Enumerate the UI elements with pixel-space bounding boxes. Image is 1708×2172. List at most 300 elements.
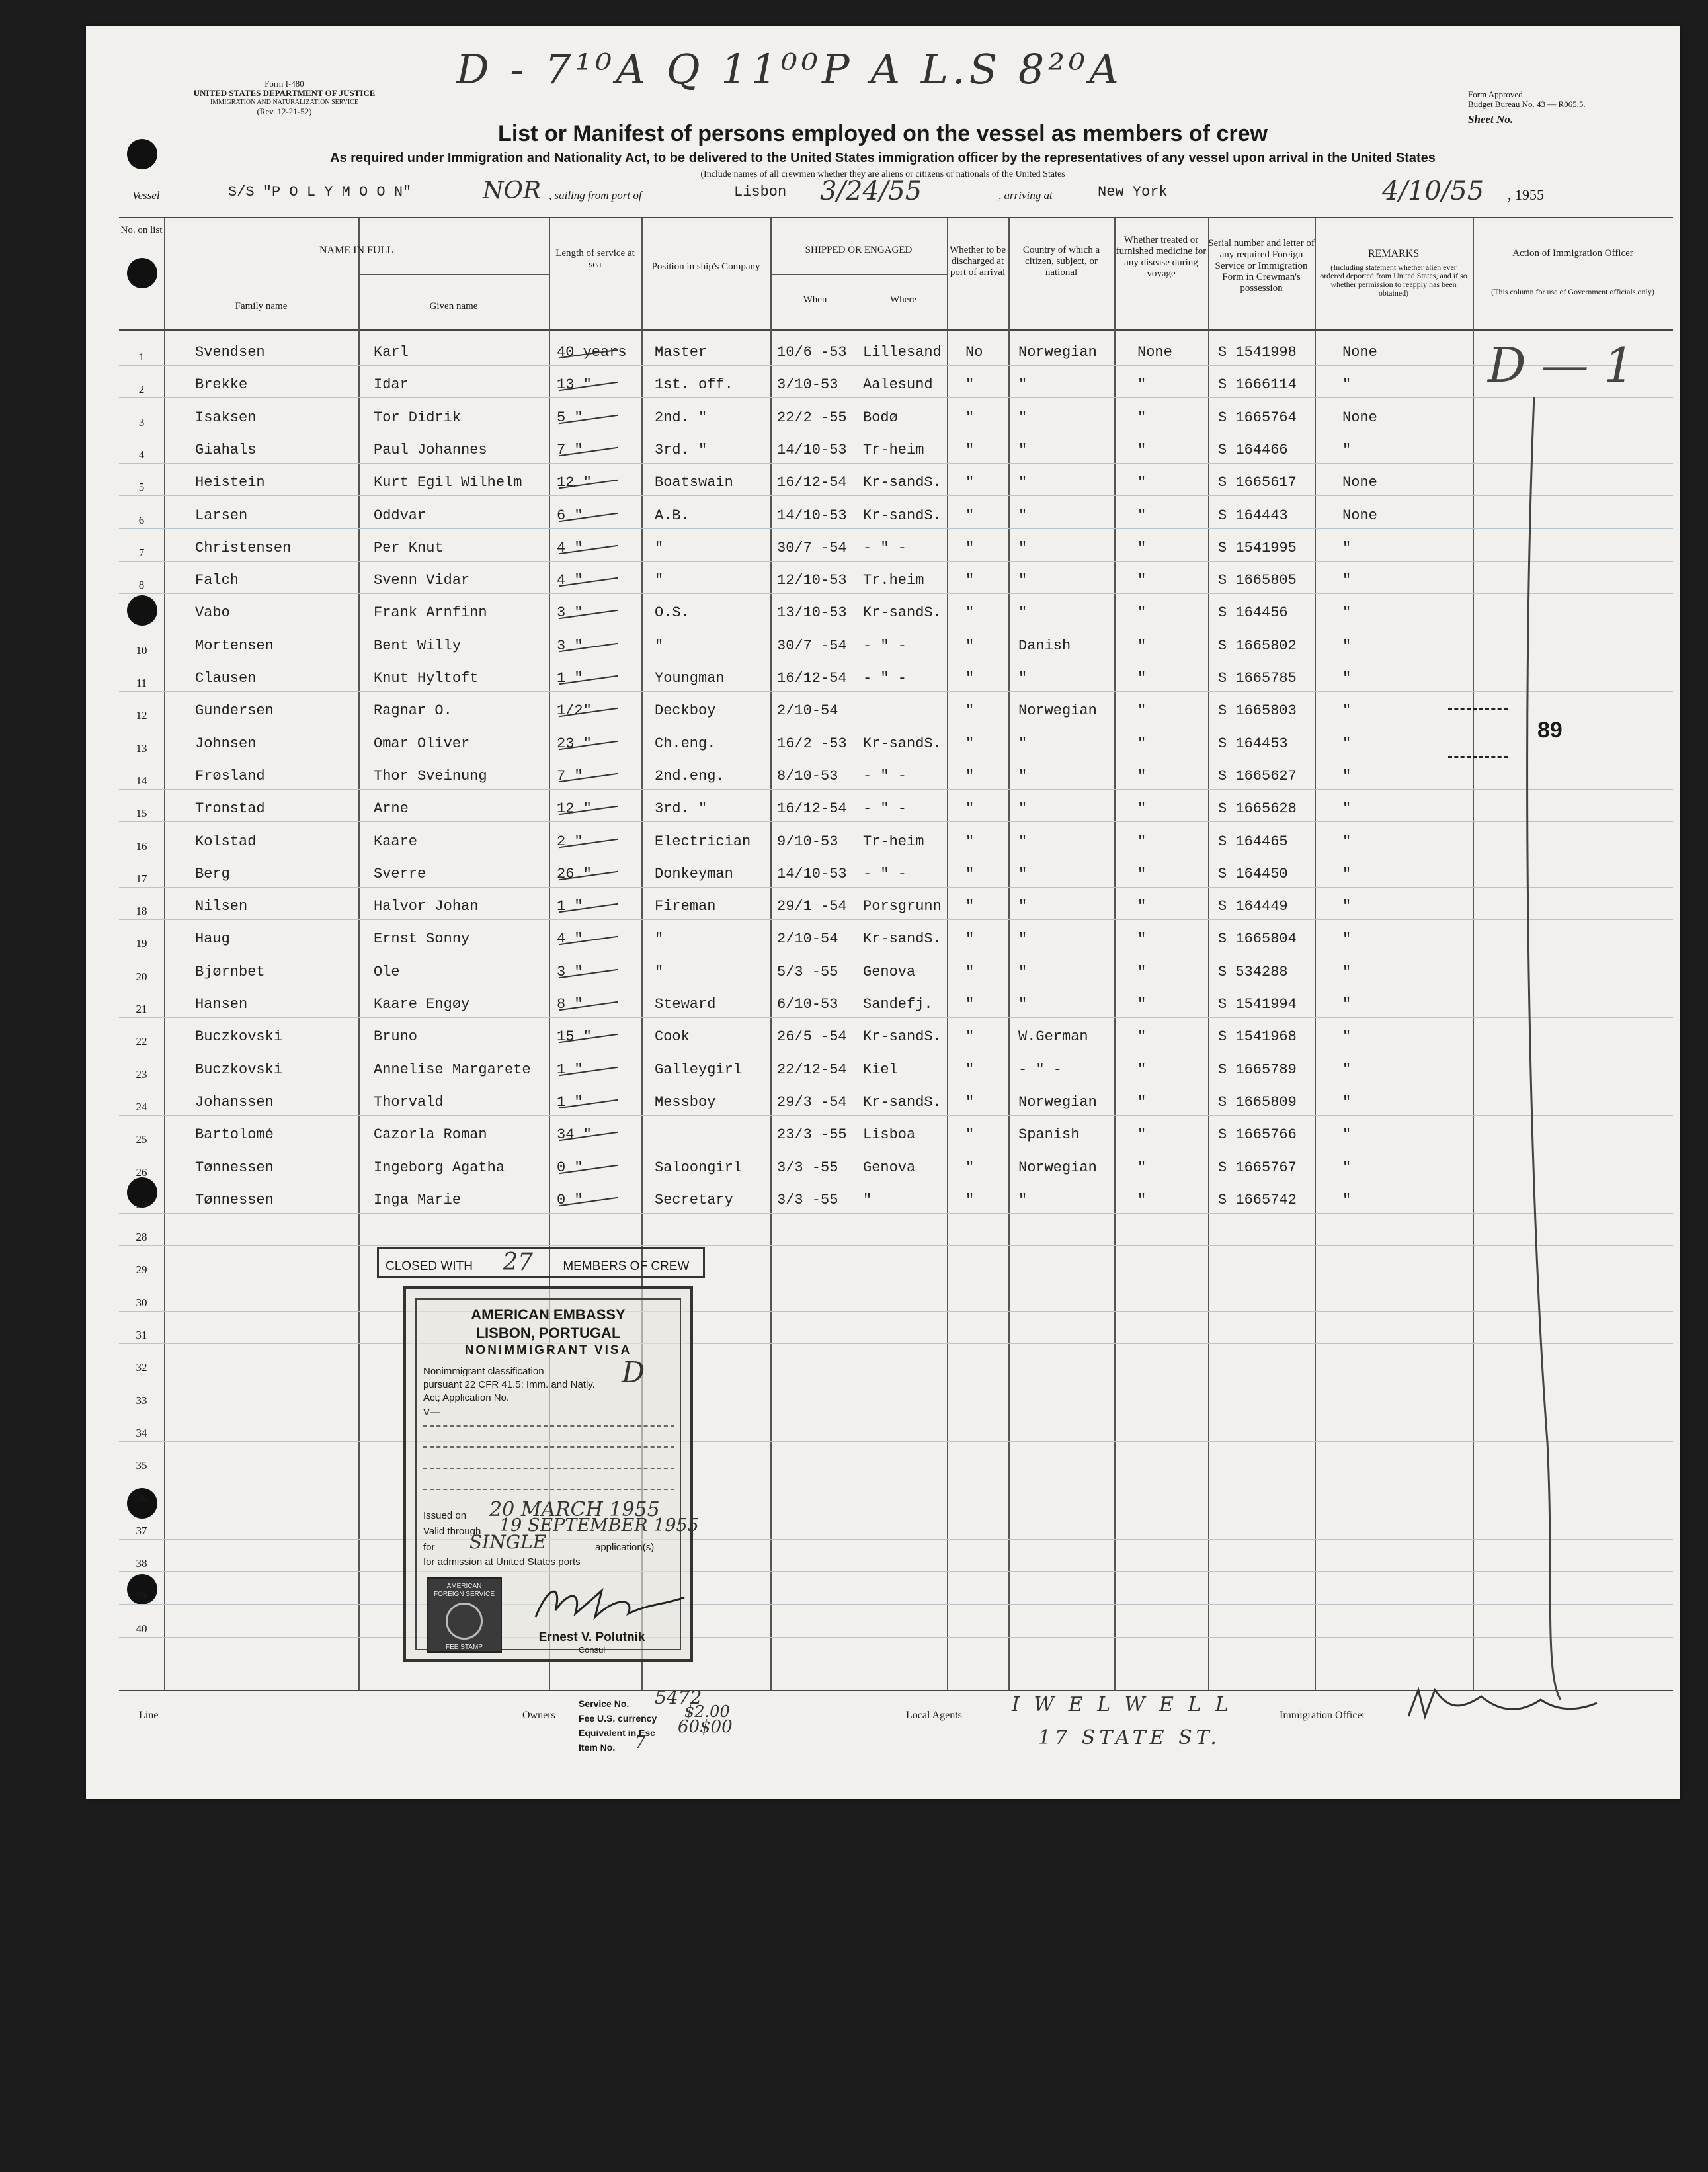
remarks: " xyxy=(1342,833,1352,850)
shipped-when: 22/12-54 xyxy=(777,1061,847,1078)
position: Fireman xyxy=(655,898,716,915)
row-number: 2 xyxy=(138,383,145,396)
medicine: " xyxy=(1137,376,1147,394)
country: Danish xyxy=(1018,637,1071,654)
family-name: Buczkovski xyxy=(195,1028,283,1046)
given-name: Tor Didrik xyxy=(374,409,462,426)
serial-number: S 1666114 xyxy=(1218,376,1297,394)
service-length: 0 " xyxy=(557,1159,583,1176)
family-name: Vabo xyxy=(195,605,230,622)
item-hand: 7 xyxy=(635,1733,646,1753)
action-mark: D — 1 xyxy=(1488,337,1635,393)
action-line xyxy=(1508,384,1587,1706)
medicine: None xyxy=(1137,344,1172,360)
position: 2nd. " xyxy=(655,409,708,426)
country: " xyxy=(1018,507,1028,524)
row-number: 25 xyxy=(136,1133,147,1146)
serial-number: S 164465 xyxy=(1218,833,1288,850)
remarks: " xyxy=(1342,931,1352,948)
serial-number: S 164453 xyxy=(1218,735,1288,752)
col-header-length: Length of service at sea xyxy=(555,248,635,270)
discharge: " xyxy=(965,637,975,654)
position: Ch.eng. xyxy=(655,735,716,752)
service-length: 12 " xyxy=(557,800,592,817)
discharge: " xyxy=(965,1093,975,1110)
family-name: Bartolomé xyxy=(195,1126,274,1144)
row-number: 33 xyxy=(136,1394,147,1407)
shipped-where: Genova xyxy=(863,1159,916,1176)
service-length: 1 " xyxy=(557,1093,583,1110)
given-name: Svenn Vidar xyxy=(374,572,470,589)
given-name: Thor Sveinung xyxy=(374,767,487,784)
medicine: " xyxy=(1137,1061,1147,1078)
punch-hole xyxy=(127,258,157,288)
remarks: " xyxy=(1342,865,1352,882)
row-number: 4 xyxy=(138,448,145,461)
service-length: 23 " xyxy=(557,735,592,752)
discharge: " xyxy=(965,539,975,556)
row-number: 37 xyxy=(136,1524,147,1537)
col-header-where: Where xyxy=(890,294,916,305)
agents-address-hand: 17 STATE ST. xyxy=(1038,1726,1221,1749)
service-length: 3 " xyxy=(557,637,583,654)
service-length: 4 " xyxy=(557,572,583,589)
discharge: " xyxy=(965,865,975,882)
medicine: " xyxy=(1137,409,1147,426)
row-number: 7 xyxy=(138,546,145,559)
serial-number: S 1541968 xyxy=(1218,1028,1297,1046)
remarks: " xyxy=(1342,376,1352,394)
remarks: " xyxy=(1342,800,1352,817)
medicine: " xyxy=(1137,767,1147,784)
row-number: 28 xyxy=(136,1231,147,1244)
family-name: Haug xyxy=(195,931,230,948)
shipped-when: 3/3 -55 xyxy=(777,1159,838,1176)
medicine: " xyxy=(1137,1093,1147,1110)
medicine: " xyxy=(1137,963,1147,980)
col-header-when: When xyxy=(803,294,827,305)
row-number: 23 xyxy=(136,1067,147,1081)
medicine: " xyxy=(1137,1126,1147,1144)
given-name: Thorvald xyxy=(374,1093,444,1110)
medicine: " xyxy=(1137,605,1147,622)
col-header-discharge: Whether to be discharged at port of arrival xyxy=(950,245,1006,278)
year: , 1955 xyxy=(1508,187,1544,203)
shipped-when: 5/3 -55 xyxy=(777,963,838,980)
serial-number: S 1665767 xyxy=(1218,1159,1297,1176)
position: Donkeyman xyxy=(655,865,733,882)
row-number: 24 xyxy=(136,1100,147,1113)
given-name: Oddvar xyxy=(374,507,427,524)
service-length: 40 years xyxy=(557,344,627,360)
sheet-no: Sheet No. xyxy=(1468,113,1513,126)
include-note: (Include names of all crewmen whether they are aliens or citizens or nationals of the United States xyxy=(700,169,1065,179)
row-number: 39 xyxy=(136,1589,147,1603)
shipped-where: Kr-sandS. xyxy=(863,1093,942,1110)
discharge: " xyxy=(965,1028,975,1046)
col-header-given: Given name xyxy=(429,301,478,312)
footer-line: Line xyxy=(139,1710,159,1721)
service-length: 13 " xyxy=(557,376,592,394)
position: " xyxy=(655,963,664,980)
shipped-when: 16/12-54 xyxy=(777,670,847,687)
family-name: Frøsland xyxy=(195,767,265,784)
country: " xyxy=(1018,996,1028,1013)
consul-signature xyxy=(529,1577,688,1630)
row-number: 27 xyxy=(136,1198,147,1211)
shipped-where: Porsgrunn xyxy=(863,898,942,915)
position: Deckboy xyxy=(655,702,716,720)
row-number: 6 xyxy=(138,513,145,526)
discharge: " xyxy=(965,1159,975,1176)
given-name: Per Knut xyxy=(374,539,444,556)
medicine: " xyxy=(1137,441,1147,458)
service-length: 1 " xyxy=(557,670,583,687)
row-number: 14 xyxy=(136,774,147,787)
position: 3rd. " xyxy=(655,441,708,458)
given-name: Frank Arnfinn xyxy=(374,605,487,622)
row-number: 3 xyxy=(138,415,145,429)
position: 2nd.eng. xyxy=(655,767,725,784)
form-approval: Form Approved. Budget Bureau No. 43 — R065.5. Sheet No. xyxy=(1468,89,1586,126)
remarks: " xyxy=(1342,702,1352,720)
row-number: 40 xyxy=(136,1622,147,1635)
service-length: 8 " xyxy=(557,996,583,1013)
shipped-when: 12/10-53 xyxy=(777,572,847,589)
shipped-where: Tr.heim xyxy=(863,572,924,589)
footer-owners: Owners xyxy=(522,1710,555,1721)
medicine: " xyxy=(1137,898,1147,915)
family-name: Falch xyxy=(195,572,239,589)
vessel-label: Vessel xyxy=(132,189,160,202)
equiv-hand: 60$00 xyxy=(678,1717,733,1737)
row-number: 29 xyxy=(136,1263,147,1276)
serial-number: S 1665803 xyxy=(1218,702,1297,720)
shipped-when: 9/10-53 xyxy=(777,833,838,850)
remarks: " xyxy=(1342,963,1352,980)
serial-number: S 1665802 xyxy=(1218,637,1297,654)
sailing-label: , sailing from port of xyxy=(549,189,642,202)
shipped-when: 16/2 -53 xyxy=(777,735,847,752)
shipped-where: Kr-sandS. xyxy=(863,474,942,491)
position: Electrician xyxy=(655,833,751,850)
given-name: Ragnar O. xyxy=(374,702,452,720)
row-number: 38 xyxy=(136,1557,147,1570)
serial-number: S 164456 xyxy=(1218,605,1288,622)
country: - " - xyxy=(1018,1061,1063,1078)
agents-hand: I W E L W E L L xyxy=(1012,1693,1233,1716)
position: " xyxy=(655,931,664,948)
shipped-where: Kr-sandS. xyxy=(863,507,942,524)
country: " xyxy=(1018,963,1028,980)
country: " xyxy=(1018,441,1028,458)
country: " xyxy=(1018,767,1028,784)
serial-number: S 1541994 xyxy=(1218,996,1297,1013)
family-name: Bjørnbet xyxy=(195,963,265,980)
discharge: " xyxy=(965,931,975,948)
given-name: Kaare xyxy=(374,833,418,850)
service-length: 0 " xyxy=(557,1191,583,1208)
row-number: 20 xyxy=(136,970,147,983)
row-number: 35 xyxy=(136,1459,147,1472)
sailing-port: Lisbon xyxy=(734,184,787,200)
given-name: Ole xyxy=(374,963,400,980)
closed-with-stamp: CLOSED WITH 27 MEMBERS OF CREW xyxy=(377,1247,705,1278)
family-name: Tønnessen xyxy=(195,1191,274,1208)
family-name: Heistein xyxy=(195,474,265,491)
service-length: 5 " xyxy=(557,409,583,426)
discharge: " xyxy=(965,800,975,817)
given-name: Bruno xyxy=(374,1028,418,1046)
shipped-where: - " - xyxy=(863,539,907,556)
country: Norwegian xyxy=(1018,344,1097,360)
arrival-date: 4/10/55 xyxy=(1382,176,1484,206)
discharge: " xyxy=(965,572,975,589)
remarks: " xyxy=(1342,767,1352,784)
shipped-subrule xyxy=(770,274,947,275)
medicine: " xyxy=(1137,572,1147,589)
col-header-serial: Serial number and letter of any required Foreign Service or Immigration Form in Crewman's possession xyxy=(1208,238,1315,294)
page-subtitle: As required under Immigration and Nationality Act, to be delivered to the United States immigration officer by the representatives of any vessel upon arrival in the United States xyxy=(330,151,1436,165)
country: " xyxy=(1018,376,1028,394)
page-title: List or Manifest of persons employed on the vessel as members of crew xyxy=(498,121,1268,146)
family-name: Giahals xyxy=(195,441,257,458)
shipped-where: Lisboa xyxy=(863,1126,916,1144)
service-length: 4 " xyxy=(557,539,583,556)
shipped-where: - " - xyxy=(863,637,907,654)
given-name: Annelise Margarete xyxy=(374,1061,531,1078)
position: " xyxy=(655,539,664,556)
medicine: " xyxy=(1137,931,1147,948)
serial-number: S 1665804 xyxy=(1218,931,1297,948)
position: Messboy xyxy=(655,1093,716,1110)
medicine: " xyxy=(1137,1028,1147,1046)
discharge: " xyxy=(965,1191,975,1208)
remarks: " xyxy=(1342,1093,1352,1110)
footer-fees: Service No. Fee U.S. currency Equivalent in Esc Item No. xyxy=(579,1698,657,1753)
col-header-no: No. on list xyxy=(120,225,163,235)
discharge: " xyxy=(965,670,975,687)
discharge: " xyxy=(965,376,975,394)
row-number: 10 xyxy=(136,644,147,657)
family-name: Berg xyxy=(195,865,230,882)
shipped-where: Bodø xyxy=(863,409,898,426)
country: " xyxy=(1018,931,1028,948)
family-name: Kolstad xyxy=(195,833,257,850)
remarks: " xyxy=(1342,441,1352,458)
shipped-when: 2/10-54 xyxy=(777,702,838,720)
medicine: " xyxy=(1137,507,1147,524)
position: 3rd. " xyxy=(655,800,708,817)
row-number: 26 xyxy=(136,1165,147,1179)
shipped-when: 30/7 -54 xyxy=(777,637,847,654)
row-number: 9 xyxy=(138,611,145,624)
shipped-when: 30/7 -54 xyxy=(777,539,847,556)
shipped-when: 6/10-53 xyxy=(777,996,838,1013)
discharge: " xyxy=(965,409,975,426)
country: Spanish xyxy=(1018,1126,1080,1144)
discharge: " xyxy=(965,1126,975,1144)
family-name: Tronstad xyxy=(195,800,265,817)
shipped-where: Kr-sandS. xyxy=(863,735,942,752)
position: " xyxy=(655,637,664,654)
medicine: " xyxy=(1137,474,1147,491)
discharge: " xyxy=(965,441,975,458)
shipped-when: 14/10-53 xyxy=(777,507,847,524)
remarks: " xyxy=(1342,572,1352,589)
given-name: Cazorla Roman xyxy=(374,1126,487,1144)
given-name: Ingeborg Agatha xyxy=(374,1159,505,1176)
officer-signature xyxy=(1402,1683,1600,1730)
shipped-when: 22/2 -55 xyxy=(777,409,847,426)
position: Youngman xyxy=(655,670,725,687)
remarks: " xyxy=(1342,1028,1352,1046)
given-name: Omar Oliver xyxy=(374,735,470,752)
remarks: " xyxy=(1342,898,1352,915)
given-name: Kurt Egil Wilhelm xyxy=(374,474,522,491)
shipped-when: 29/3 -54 xyxy=(777,1093,847,1110)
serial-number: S 1665805 xyxy=(1218,572,1297,589)
given-name: Arne xyxy=(374,800,409,817)
shipped-when: 16/12-54 xyxy=(777,474,847,491)
position: Saloongirl xyxy=(655,1159,743,1176)
shipped-when: 10/6 -53 xyxy=(777,344,847,360)
country: " xyxy=(1018,605,1028,622)
position: Secretary xyxy=(655,1191,733,1208)
serial-number: S 1665785 xyxy=(1218,670,1297,687)
remarks: " xyxy=(1342,1126,1352,1144)
family-name: Clausen xyxy=(195,670,257,687)
shipped-when: 29/1 -54 xyxy=(777,898,847,915)
discharge: No xyxy=(965,344,983,360)
col-header-action: Action of Immigration Officer xyxy=(1512,248,1633,259)
medicine: " xyxy=(1137,702,1147,720)
family-name: Gundersen xyxy=(195,702,274,720)
remarks: " xyxy=(1342,670,1352,687)
country: " xyxy=(1018,539,1028,556)
row-number: 8 xyxy=(138,579,145,592)
service-length: 3 " xyxy=(557,605,583,622)
shipped-where: Tr-heim xyxy=(863,441,924,458)
given-name: Bent Willy xyxy=(374,637,462,654)
service-length: 26 " xyxy=(557,865,592,882)
remarks: None xyxy=(1342,507,1377,524)
family-name: Isaksen xyxy=(195,409,257,426)
serial-number: S 1541998 xyxy=(1218,344,1297,360)
col-header-action-note: (This column for use of Government officials only) xyxy=(1491,287,1654,296)
shipped-where: Aalesund xyxy=(863,376,933,394)
given-name: Idar xyxy=(374,376,409,394)
shipped-where: Kr-sandS. xyxy=(863,605,942,622)
row-number: 30 xyxy=(136,1296,147,1309)
country: " xyxy=(1018,833,1028,850)
service-no-hand: 5472 xyxy=(655,1687,702,1708)
discharge: " xyxy=(965,507,975,524)
country: " xyxy=(1018,1191,1028,1208)
serial-number: S 1541995 xyxy=(1218,539,1297,556)
family-name: Christensen xyxy=(195,539,292,556)
shipped-where: Sandefj. xyxy=(863,996,933,1013)
serial-number: S 1665617 xyxy=(1218,474,1297,491)
country: Norwegian xyxy=(1018,1093,1097,1110)
serial-number: S 534288 xyxy=(1218,963,1288,980)
medicine: " xyxy=(1137,670,1147,687)
footer-immigration-officer: Immigration Officer xyxy=(1280,1710,1365,1721)
row-number: 15 xyxy=(136,807,147,820)
service-length: 7 " xyxy=(557,441,583,458)
medicine: " xyxy=(1137,1191,1147,1208)
country: " xyxy=(1018,865,1028,882)
given-name: Knut Hyltoft xyxy=(374,670,479,687)
shipped-when: 3/10-53 xyxy=(777,376,838,394)
row-number: 1 xyxy=(138,351,145,363)
family-name: Nilsen xyxy=(195,898,248,915)
service-length: 15 " xyxy=(557,1028,592,1046)
country: " xyxy=(1018,409,1028,426)
shipped-where: - " - xyxy=(863,865,907,882)
col-header-family: Family name xyxy=(235,301,288,312)
service-length: 1 " xyxy=(557,898,583,915)
medicine: " xyxy=(1137,539,1147,556)
given-name: Halvor Johan xyxy=(374,898,479,915)
family-name: Brekke xyxy=(195,376,248,394)
vessel-flag: NOR xyxy=(483,177,542,204)
shipped-where: Kr-sandS. xyxy=(863,1028,942,1046)
medicine: " xyxy=(1137,800,1147,817)
fee-hand: $2.00 xyxy=(684,1702,730,1721)
position: Boatswain xyxy=(655,474,733,491)
country: " xyxy=(1018,800,1028,817)
serial-number: S 1665628 xyxy=(1218,800,1297,817)
row-number: 17 xyxy=(136,872,147,885)
row-number: 36 xyxy=(136,1491,147,1505)
service-length: 12 " xyxy=(557,474,592,491)
remarks: " xyxy=(1342,539,1352,556)
row-number: 13 xyxy=(136,741,147,755)
remarks: " xyxy=(1342,1061,1352,1078)
embassy-visa-stamp: AMERICAN EMBASSY LISBON, PORTUGAL NONIMMIGRANT VISA Nonimmigrant classification pursuant 22 CFR 41.5; Imm. and Natly. Act; Application No. V— D Issued on 20 MARCH 1955 Valid through 19 SEPTEMBER 1955 for SINGLE application(s) for admission at United States ports AMERICAN FOREIGN SERVICE FEE STAMP Ernest V. Polutnik Consul xyxy=(403,1286,693,1662)
family-name: Johanssen xyxy=(195,1093,274,1110)
row-number: 31 xyxy=(136,1329,147,1341)
country: " xyxy=(1018,670,1028,687)
remarks: " xyxy=(1342,637,1352,654)
serial-number: S 164450 xyxy=(1218,865,1288,882)
position: A.B. xyxy=(655,507,690,524)
country: " xyxy=(1018,572,1028,589)
position: Master xyxy=(655,344,708,360)
family-name: Mortensen xyxy=(195,637,274,654)
family-name: Johnsen xyxy=(195,735,257,752)
shipped-where: Tr-heim xyxy=(863,833,924,850)
medicine: " xyxy=(1137,833,1147,850)
row-number: 22 xyxy=(136,1035,147,1048)
row-number: 11 xyxy=(136,677,147,689)
col-header-remarks: REMARKS xyxy=(1367,248,1420,259)
discharge: " xyxy=(965,1061,975,1078)
serial-number: S 1665809 xyxy=(1218,1093,1297,1110)
given-name: Sverre xyxy=(374,865,427,882)
col-header-remarks-note: (Including statement whether alien ever ordered deported from United States, and if so whether permission to reapply has been obtained) xyxy=(1320,263,1467,298)
row-number: 12 xyxy=(136,709,147,722)
vessel-name: S/S "P O L Y M O O N" xyxy=(228,184,412,200)
col-header-name: NAME IN FULL xyxy=(319,245,393,256)
given-name: Ernst Sonny xyxy=(374,931,470,948)
remarks: " xyxy=(1342,996,1352,1013)
given-name: Kaare Engøy xyxy=(374,996,470,1013)
position: 1st. off. xyxy=(655,376,733,394)
given-name: Paul Johannes xyxy=(374,441,487,458)
remarks: " xyxy=(1342,1191,1352,1208)
